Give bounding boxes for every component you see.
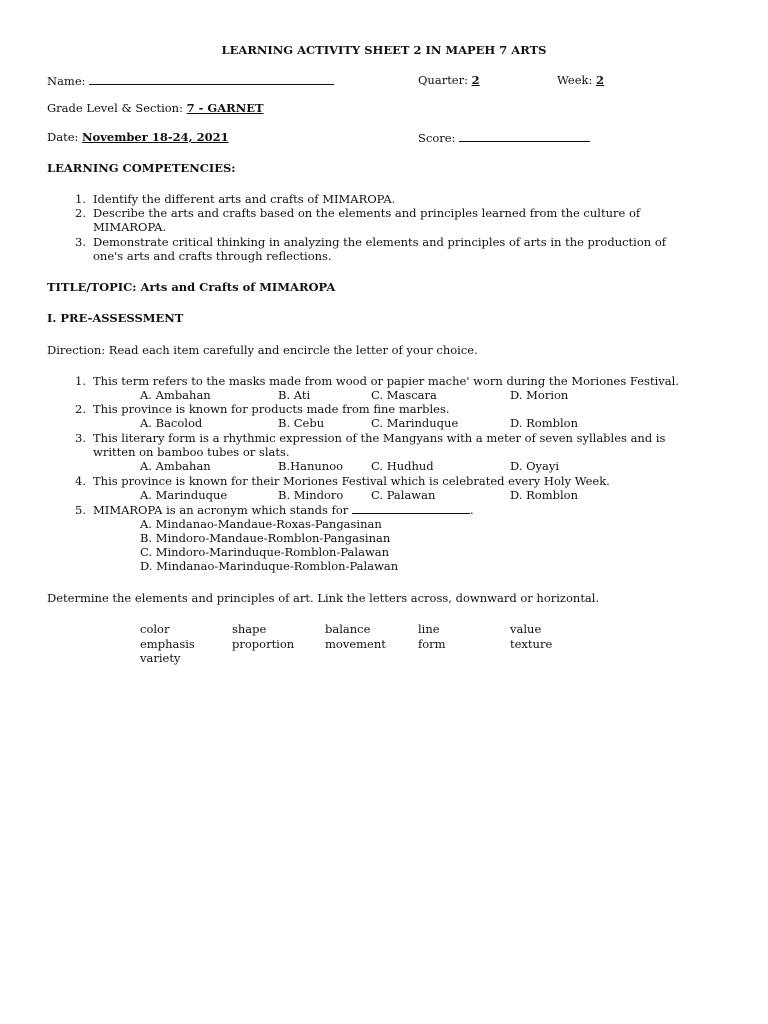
question-item bbox=[62, 374, 679, 388]
question-number: 5. bbox=[75, 503, 86, 517]
week-label: Week: bbox=[557, 73, 593, 87]
preassessment-heading: I. PRE-ASSESSMENT bbox=[47, 311, 184, 325]
choice-b[interactable]: B. Ati bbox=[278, 388, 311, 402]
competency-item bbox=[62, 192, 395, 206]
choice-a[interactable]: A. Marinduque bbox=[140, 488, 228, 502]
choice-a[interactable]: A. Bacolod bbox=[140, 416, 203, 430]
choice-d[interactable]: D. Mindanao-Marinduque-Romblon-Palawan bbox=[140, 559, 399, 573]
page-title: LEARNING ACTIVITY SHEET 2 IN MAPEH 7 ARTS bbox=[221, 43, 547, 57]
competency-text: Describe the arts and crafts based on the elements and principles learned from the culture of bbox=[93, 206, 641, 220]
choice-c[interactable]: C. Mascara bbox=[371, 388, 437, 402]
elements-instruction: Determine the elements and principles of art. Link the letters across, downward or horizontal. bbox=[47, 591, 600, 605]
competency-number: 2. bbox=[75, 206, 86, 220]
choice-b[interactable]: B. Mindoro-Mandaue-Romblon-Pangasinan bbox=[140, 531, 391, 545]
competency-text-cont: MIMAROPA. bbox=[93, 220, 167, 234]
question-text-cont: written on bamboo tubes or slats. bbox=[93, 445, 290, 459]
choice-c[interactable]: C. Marinduque bbox=[371, 416, 459, 430]
week-value: 2 bbox=[596, 73, 605, 87]
grade-value: 7 - GARNET bbox=[186, 101, 264, 115]
word-item: shape bbox=[232, 622, 267, 636]
date-row bbox=[47, 130, 229, 144]
choice-b[interactable]: B.Hanunoo bbox=[278, 459, 344, 473]
question-number: 1. bbox=[75, 374, 86, 388]
word-item: form bbox=[418, 637, 446, 651]
quarter-value: 2 bbox=[471, 73, 480, 87]
answer-blank[interactable] bbox=[352, 502, 470, 514]
word-item: emphasis bbox=[140, 637, 195, 651]
question-number: 3. bbox=[75, 431, 86, 445]
word-item: movement bbox=[325, 637, 386, 651]
name-blank[interactable] bbox=[89, 73, 334, 85]
choice-c[interactable]: C. Mindoro-Marinduque-Romblon-Palawan bbox=[140, 545, 390, 559]
competency-item bbox=[62, 206, 640, 220]
score-blank[interactable] bbox=[459, 130, 590, 142]
word-item: proportion bbox=[232, 637, 295, 651]
question-item bbox=[62, 402, 450, 416]
competency-text: Demonstrate critical thinking in analyzing the elements and principles of arts in the production of bbox=[93, 235, 667, 249]
choice-d[interactable]: D. Romblon bbox=[510, 416, 578, 430]
direction-text: Direction: Read each item carefully and encircle the letter of your choice. bbox=[47, 343, 478, 357]
date-value: November 18-24, 2021 bbox=[82, 130, 229, 144]
question-item bbox=[62, 431, 665, 445]
question-text: This term refers to the masks made from wood or papier mache' worn during the Moriones Festival. bbox=[93, 374, 679, 388]
week-field bbox=[557, 73, 604, 87]
question-number: 4. bbox=[75, 474, 86, 488]
word-item: line bbox=[418, 622, 440, 636]
grade-row bbox=[47, 101, 264, 115]
competency-text: Identify the different arts and crafts of MIMAROPA. bbox=[93, 192, 396, 206]
question-item bbox=[62, 502, 474, 517]
quarter-label: Quarter: bbox=[418, 73, 468, 87]
choice-b[interactable]: B. Mindoro bbox=[278, 488, 344, 502]
question-text: This province is known for products made from fine marbles. bbox=[93, 402, 450, 416]
score-field bbox=[418, 130, 590, 145]
name-label: Name: bbox=[47, 74, 86, 88]
date-label: Date: bbox=[47, 130, 79, 144]
competency-text-cont: one's arts and crafts through reflections. bbox=[93, 249, 332, 263]
question-period: . bbox=[469, 503, 474, 517]
quarter-field bbox=[418, 73, 480, 87]
word-item: color bbox=[140, 622, 170, 636]
choice-d[interactable]: D. Oyayi bbox=[510, 459, 560, 473]
grade-label: Grade Level & Section: bbox=[47, 101, 183, 115]
competency-item bbox=[62, 235, 666, 249]
choice-d[interactable]: D. Morion bbox=[510, 388, 569, 402]
competency-number: 3. bbox=[75, 235, 86, 249]
word-item: texture bbox=[510, 637, 553, 651]
competency-number: 1. bbox=[75, 192, 86, 206]
question-item bbox=[62, 474, 610, 488]
word-item: variety bbox=[140, 651, 181, 665]
choice-c[interactable]: C. Palawan bbox=[371, 488, 436, 502]
choice-a[interactable]: A. Ambahan bbox=[140, 388, 211, 402]
topic-title: TITLE/TOPIC: Arts and Crafts of MIMAROPA bbox=[47, 280, 336, 294]
question-text: This literary form is a rhythmic expression of the Mangyans with a meter of seven syllables and is bbox=[93, 431, 666, 445]
word-item: balance bbox=[325, 622, 371, 636]
choice-a[interactable]: A. Ambahan bbox=[140, 459, 211, 473]
choice-d[interactable]: D. Romblon bbox=[510, 488, 578, 502]
question-number: 2. bbox=[75, 402, 86, 416]
choice-b[interactable]: B. Cebu bbox=[278, 416, 325, 430]
question-text: This province is known for their Moriones Festival which is celebrated every Holy Week. bbox=[93, 474, 610, 488]
score-label: Score: bbox=[418, 131, 456, 145]
name-row bbox=[47, 73, 334, 88]
question-text: MIMAROPA is an acronym which stands for bbox=[93, 503, 349, 517]
choice-c[interactable]: C. Hudhud bbox=[371, 459, 434, 473]
competencies-heading: LEARNING COMPETENCIES: bbox=[47, 161, 236, 175]
choice-a[interactable]: A. Mindanao-Mandaue-Roxas-Pangasinan bbox=[140, 517, 382, 531]
word-item: value bbox=[510, 622, 542, 636]
